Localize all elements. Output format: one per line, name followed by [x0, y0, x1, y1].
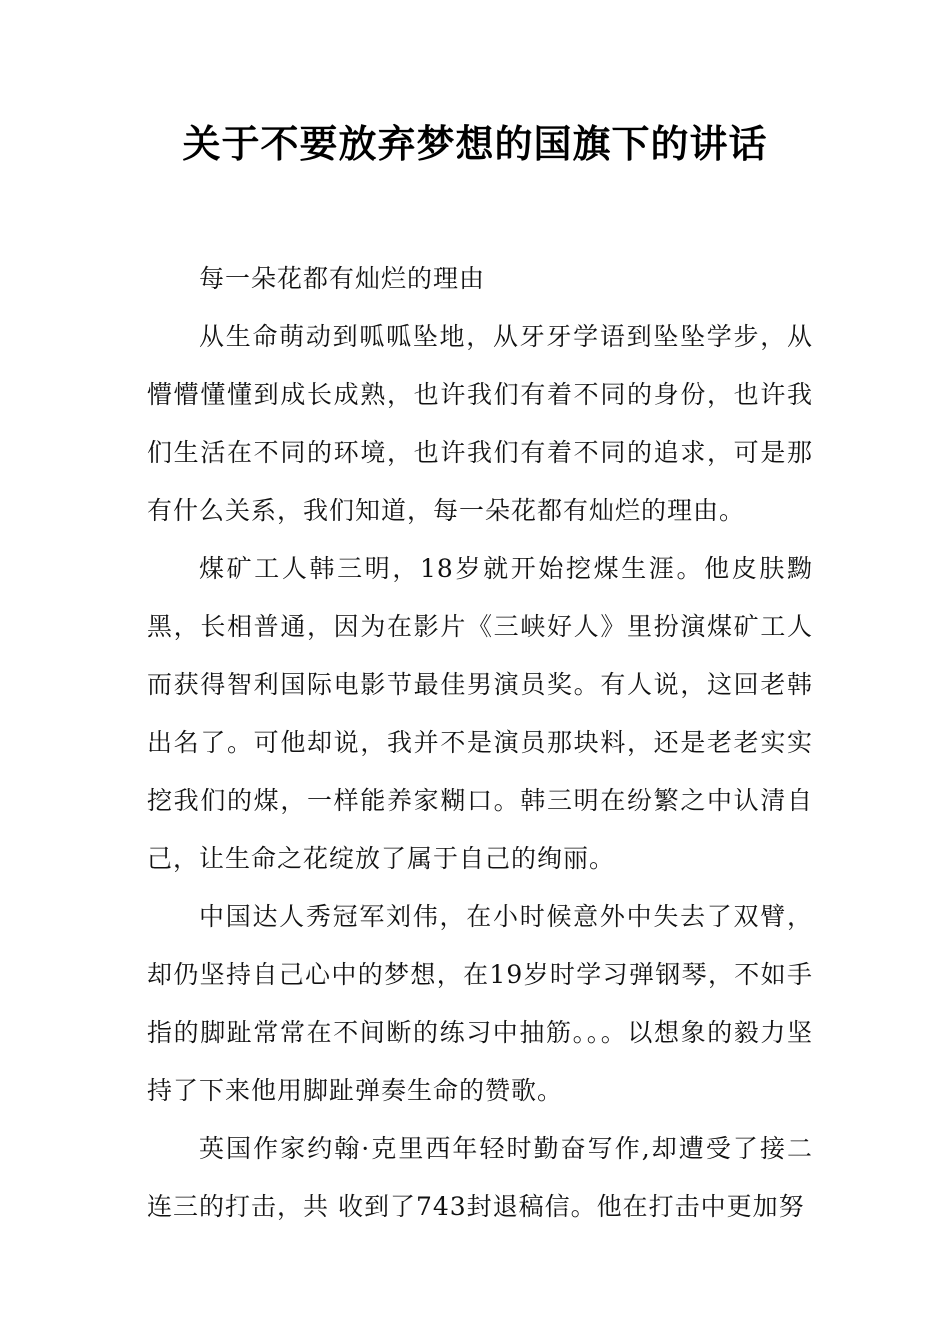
document-body: [147, 250, 813, 1236]
paragraph: 煤矿工人韩三明，18岁就开始挖煤生涯。他皮肤黝黑，长相普通，因为在影片《三峡好人》里扮演煤矿工人而获得智利国际电影节最佳男演员奖。有人说，这回老韩出名了。可他却说，我并不是演员那块料，还是老老实实挖我们的煤，一样能养家糊口。韩三明在纷繁之中认清自己，让生命之花绽放了属于自己的绚丽。: [147, 554, 813, 873]
paragraph: 英国作家约翰·克里西年轻时勤奋写作,却遭受了接二连三的打击，共 收到了743封退稿信。他在打击中更加努: [147, 1134, 813, 1221]
paragraph: 中国达人秀冠军刘伟，在小时候意外中失去了双臂，却仍坚持自己心中的梦想，在19岁时学习弹钢琴，不如手指的脚趾常常在不间断的练习中抽筋。。。以想象的毅力坚持了下来他用脚趾弹奏生命的赞歌。: [147, 902, 813, 1105]
document-title: 关于不要放弃梦想的国旗下的讲话: [182, 122, 768, 166]
paragraph-subtitle: 每一朵花都有灿烂的理由: [199, 264, 486, 293]
paragraph: 从生命萌动到呱呱坠地，从牙牙学语到坠坠学步，从懵懵懂懂到成长成熟，也许我们有着不同的身份，也许我们生活在不同的环境，也许我们有着不同的追求，可是那有什么关系，我们知道，每一朵花都有灿烂的理由。: [147, 322, 813, 525]
